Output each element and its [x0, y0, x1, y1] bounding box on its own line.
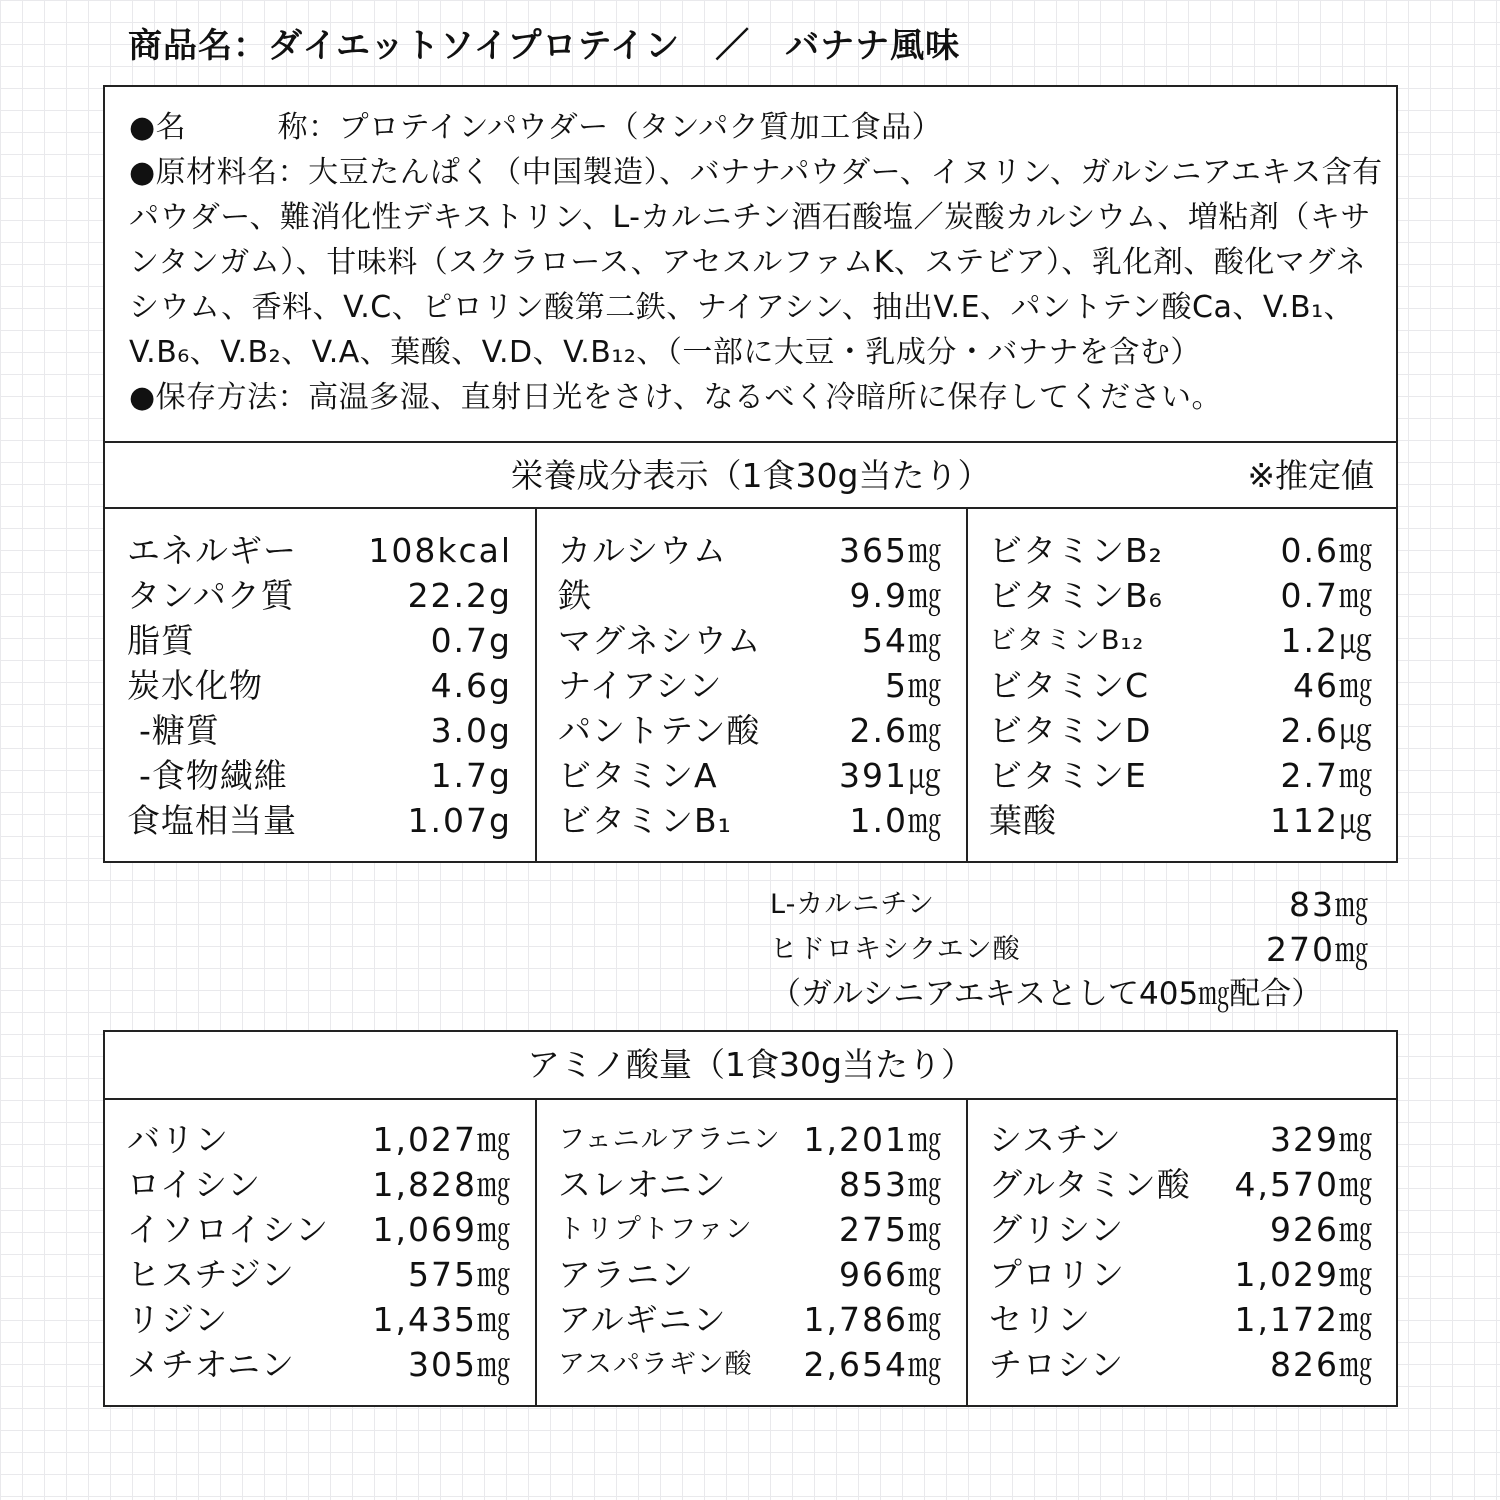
- nutrition-row: [558, 708, 943, 753]
- item-value: 4,570㎎: [1234, 1165, 1374, 1204]
- item-name: ビタミンD: [989, 711, 1152, 750]
- nutrition-row: [127, 573, 512, 618]
- item-name: トリプトファン: [558, 1214, 753, 1245]
- amino-header: [105, 1032, 1396, 1098]
- amino-row: [989, 1162, 1374, 1207]
- nutrition-column-1: [127, 528, 512, 843]
- additional-ingredients: [770, 882, 1370, 1017]
- item-value: 329㎎: [1270, 1120, 1374, 1159]
- divider: [105, 1098, 1396, 1100]
- item-value: 1,828㎎: [372, 1165, 512, 1204]
- item-name: バリン: [127, 1120, 229, 1159]
- item-value: 46㎎: [1293, 666, 1374, 705]
- amino-row: [558, 1297, 943, 1342]
- nutrition-row: [558, 663, 943, 708]
- item-value: 0.7g: [430, 621, 512, 660]
- column-divider: [966, 1098, 968, 1405]
- item-value: 966㎎: [839, 1255, 943, 1294]
- nutrition-row: [558, 573, 943, 618]
- item-name: -糖質: [139, 711, 220, 750]
- nutrition-column-3: [989, 528, 1374, 843]
- amino-row: [127, 1297, 512, 1342]
- item-name: エネルギー: [127, 531, 297, 570]
- item-value: 83㎎: [1289, 885, 1370, 924]
- item-value: 5㎎: [885, 666, 943, 705]
- nutrition-column-2: [558, 528, 943, 843]
- item-value: 9.9㎎: [849, 576, 943, 615]
- item-value: 270㎎: [1266, 930, 1370, 969]
- amino-row: [558, 1342, 943, 1387]
- item-value: 275㎎: [839, 1210, 943, 1249]
- amino-header-title: アミノ酸量（1食30g当たり）: [527, 1045, 974, 1084]
- additional-ingredient-row: [770, 927, 1370, 972]
- nutrition-row: [558, 528, 943, 573]
- item-name: ビタミンA: [558, 756, 718, 795]
- product-info-text: [129, 105, 1384, 420]
- item-value: 391㎍: [839, 756, 943, 795]
- storage-line: ●保存方法：高温多湿、直射日光をさけ、なるべく冷暗所に保存してください。: [129, 380, 1222, 415]
- amino-row: [989, 1207, 1374, 1252]
- item-name: ビタミンB₁: [558, 801, 732, 840]
- nutrition-row: [989, 573, 1374, 618]
- item-name: ロイシン: [127, 1165, 262, 1204]
- item-value: 826㎎: [1270, 1345, 1374, 1384]
- additional-ingredient-row: [770, 882, 1370, 927]
- amino-column-3: [989, 1117, 1374, 1387]
- nutrition-header-title: 栄養成分表示（1食30g当たり）: [510, 456, 991, 495]
- item-name: チロシン: [989, 1345, 1125, 1384]
- item-name: アルギニン: [558, 1300, 727, 1339]
- nutrition-header: [105, 443, 1396, 509]
- item-name: セリン: [989, 1300, 1091, 1339]
- amino-row: [127, 1207, 512, 1252]
- amino-row: [127, 1252, 512, 1297]
- item-value: 575㎎: [408, 1255, 512, 1294]
- item-value: 2,654㎎: [803, 1345, 943, 1384]
- item-name: グルタミン酸: [989, 1165, 1191, 1204]
- item-value: 1.0㎎: [849, 801, 943, 840]
- item-name: ビタミンB₂: [989, 531, 1163, 570]
- nutrition-row: [989, 708, 1374, 753]
- garcinia-note: （ガルシニアエキスとして405㎎配合）: [770, 976, 1323, 1012]
- nutrition-row: [558, 753, 943, 798]
- product-name-line: ●名 称：プロテインパウダー（タンパク質加工食品）: [129, 110, 943, 145]
- item-value: 1,786㎎: [803, 1300, 943, 1339]
- item-name: アラニン: [558, 1255, 694, 1294]
- item-value: 0.7㎎: [1280, 576, 1374, 615]
- item-value: 1,172㎎: [1234, 1300, 1374, 1339]
- item-name: ビタミンE: [989, 756, 1147, 795]
- nutrition-estimate-note: ※推定値: [1247, 456, 1374, 495]
- item-value: 3.0g: [430, 711, 512, 750]
- item-name: -食物繊維: [139, 756, 288, 795]
- item-name: マグネシウム: [558, 621, 762, 660]
- item-value: 1,027㎎: [372, 1120, 512, 1159]
- product-title: 商品名：ダイエットソイプロテイン ／ バナナ風味: [128, 26, 961, 66]
- item-value: 54㎎: [862, 621, 943, 660]
- item-name: ナイアシン: [558, 666, 723, 705]
- amino-row: [127, 1342, 512, 1387]
- divider: [105, 507, 1396, 509]
- item-name: 葉酸: [989, 801, 1057, 840]
- item-name: シスチン: [989, 1120, 1122, 1159]
- amino-row: [558, 1117, 943, 1162]
- amino-row: [989, 1117, 1374, 1162]
- nutrition-row: [127, 618, 512, 663]
- item-name: ヒドロキシクエン酸: [770, 934, 1021, 965]
- column-divider: [535, 507, 537, 861]
- item-value: 1,029㎎: [1234, 1255, 1374, 1294]
- item-name: 鉄: [558, 576, 592, 615]
- column-divider: [535, 1098, 537, 1405]
- nutrition-row: [989, 753, 1374, 798]
- item-value: 926㎎: [1270, 1210, 1374, 1249]
- amino-row: [127, 1117, 512, 1162]
- item-name: リジン: [127, 1300, 229, 1339]
- item-value: 112㎍: [1270, 801, 1374, 840]
- item-name: タンパク質: [127, 576, 295, 615]
- item-value: 305㎎: [408, 1345, 512, 1384]
- nutrition-row: [127, 663, 512, 708]
- item-name: プロリン: [989, 1255, 1125, 1294]
- nutrition-row: [558, 798, 943, 843]
- item-value: 0.6㎎: [1280, 531, 1374, 570]
- item-name: グリシン: [989, 1210, 1125, 1249]
- item-name: ビタミンB₁₂: [989, 625, 1145, 656]
- amino-column-2: [558, 1117, 943, 1387]
- item-name: スレオニン: [558, 1165, 727, 1204]
- item-value: 1.07g: [407, 801, 512, 840]
- item-name: フェニルアラニン: [558, 1124, 781, 1155]
- item-name: 脂質: [127, 621, 195, 660]
- item-value: 1,435㎎: [372, 1300, 512, 1339]
- item-value: 365㎎: [839, 531, 943, 570]
- item-value: 22.2g: [407, 576, 512, 615]
- item-value: 2.6㎎: [849, 711, 943, 750]
- item-name: アスパラギン酸: [558, 1349, 753, 1380]
- amino-row: [989, 1297, 1374, 1342]
- item-value: 853㎎: [839, 1165, 943, 1204]
- nutrition-row: [989, 663, 1374, 708]
- nutrition-row: [127, 798, 512, 843]
- item-value: 2.7㎎: [1280, 756, 1374, 795]
- nutrition-row: [989, 618, 1374, 663]
- amino-row: [127, 1162, 512, 1207]
- amino-row: [558, 1207, 943, 1252]
- item-value: 1,069㎎: [372, 1210, 512, 1249]
- item-value: 1,201㎎: [803, 1120, 943, 1159]
- amino-row: [989, 1342, 1374, 1387]
- amino-row: [558, 1252, 943, 1297]
- item-name: ビタミンB₆: [989, 576, 1163, 615]
- additional-ingredients-list: [770, 882, 1370, 972]
- item-value: 4.6g: [430, 666, 512, 705]
- item-name: カルシウム: [558, 531, 727, 570]
- item-value: 2.6㎍: [1280, 711, 1374, 750]
- item-value: 1.2㎍: [1280, 621, 1374, 660]
- amino-row: [558, 1162, 943, 1207]
- item-name: L-カルニチン: [770, 889, 935, 920]
- amino-acid-box: [103, 1030, 1398, 1407]
- nutrition-row: [989, 528, 1374, 573]
- nutrition-row: [989, 798, 1374, 843]
- nutrition-row: [127, 708, 512, 753]
- item-value: 108kcal: [368, 531, 512, 570]
- ingredients-line: ●原材料名：大豆たんぱく（中国製造）、バナナパウダー、イヌリン、ガルシニアエキス含有パウダー、難消化性デキストリン、L-カルニチン酒石酸塩／炭酸カルシウム、増粘剤（キサンタンガム）、甘味料（スクラロース、アセスルファムK、ステビア）、乳化剤、酸化マグネシウム、香料、V.C、ピロリン酸第二鉄、ナイアシン、抽出V.E、パントテン酸Ca、V.B₁、V.B₆、V.B₂、V.A、葉酸、V.D、V.B₁₂、（一部に大豆・乳成分・バナナを含む）: [129, 155, 1383, 370]
- column-divider: [966, 507, 968, 861]
- item-name: ヒスチジン: [127, 1255, 295, 1294]
- item-name: イソロイシン: [127, 1210, 330, 1249]
- product-info-box: [103, 85, 1398, 863]
- item-name: メチオニン: [127, 1345, 296, 1384]
- amino-row: [989, 1252, 1374, 1297]
- nutrition-row: [558, 618, 943, 663]
- nutrition-row: [127, 528, 512, 573]
- amino-column-1: [127, 1117, 512, 1387]
- item-name: ビタミンC: [989, 666, 1150, 705]
- nutrition-row: [127, 753, 512, 798]
- item-name: パントテン酸: [558, 711, 761, 750]
- item-name: 炭水化物: [127, 666, 263, 705]
- item-value: 1.7g: [430, 756, 512, 795]
- item-name: 食塩相当量: [127, 801, 297, 840]
